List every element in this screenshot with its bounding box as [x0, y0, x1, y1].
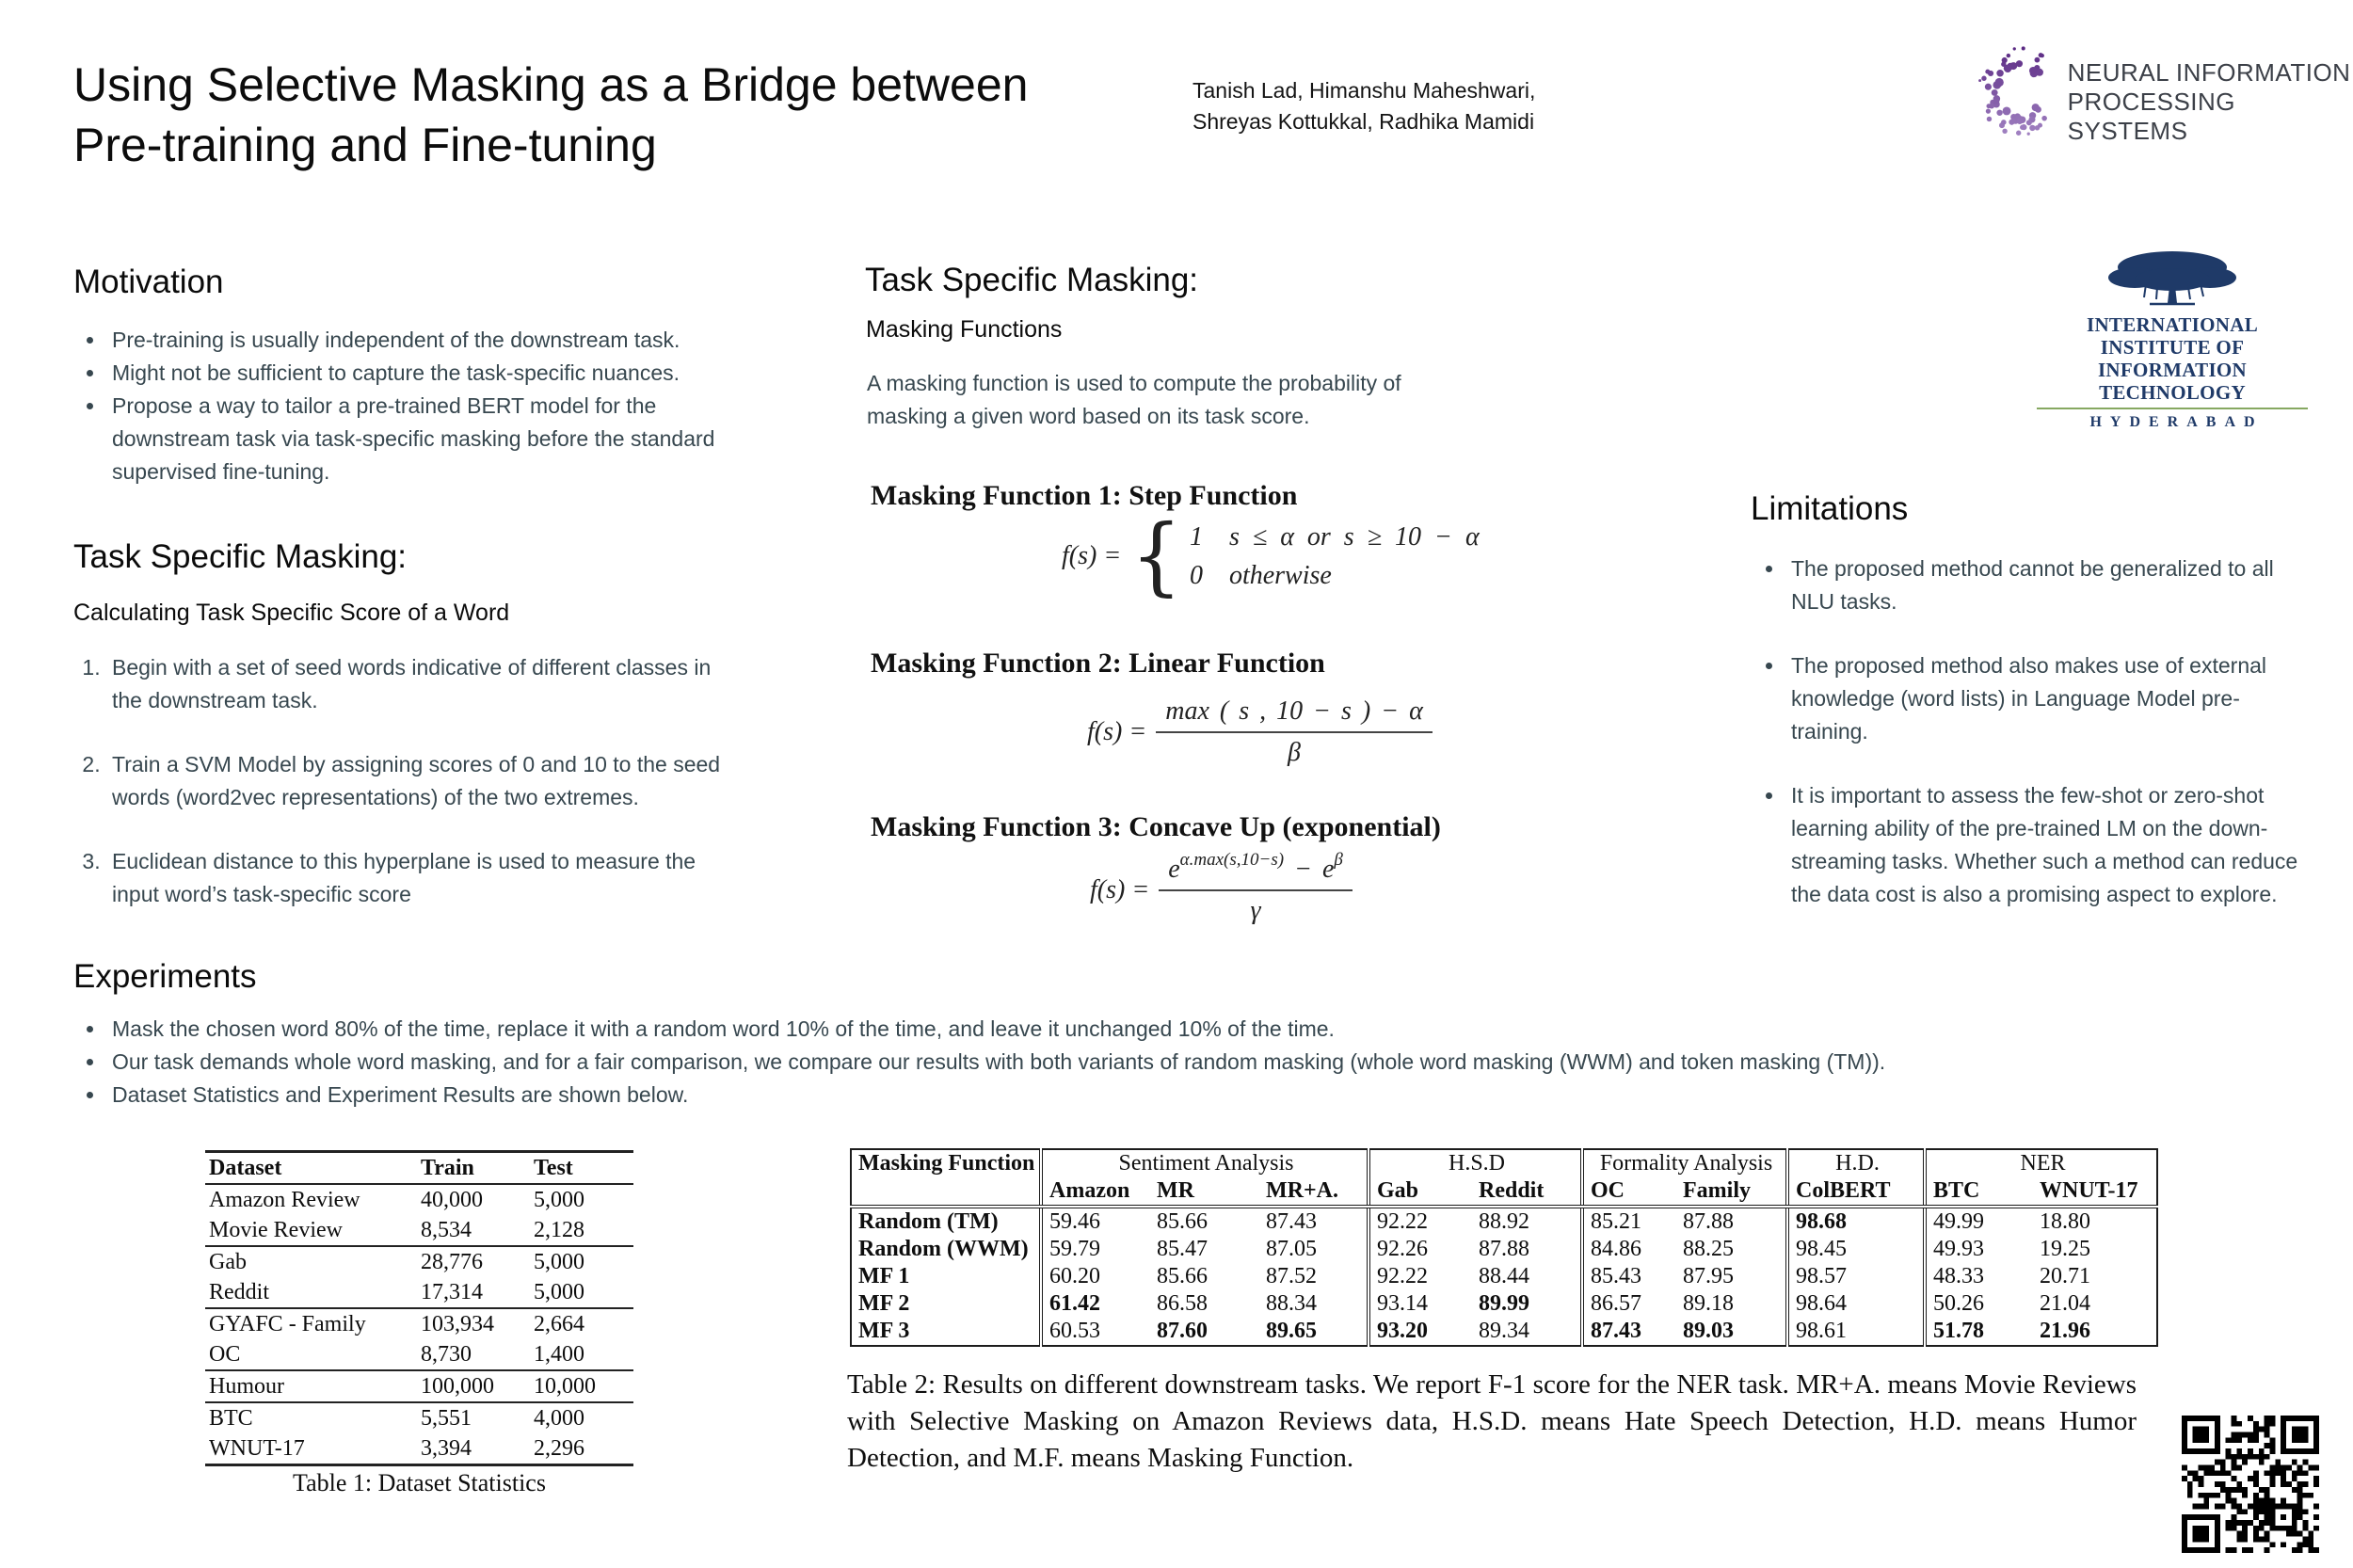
- table1-cell: 28,776: [417, 1246, 530, 1277]
- table2-cell: 18.80: [2040, 1209, 2090, 1234]
- table2-cell: 85.66: [1157, 1264, 1208, 1288]
- table1-cell: Amazon Review: [209, 1187, 360, 1212]
- table2-cell: 59.79: [1041, 1236, 1150, 1263]
- table1-row: [205, 1277, 633, 1308]
- table1-cell: 3,394: [421, 1435, 472, 1461]
- table1-cell: 4,000: [530, 1402, 633, 1433]
- table1-cell: 5,000: [534, 1279, 584, 1304]
- table2-cell: 87.60: [1157, 1319, 1208, 1343]
- table2-cell: 98.45: [1787, 1236, 1925, 1263]
- table2-cell: 60.20: [1041, 1263, 1150, 1290]
- table2-row-label: MF 3: [858, 1319, 910, 1343]
- authors-line2: Shreyas Kottukkal, Radhika Mamidi: [1193, 109, 1535, 134]
- limitation-bullet: • The proposed method cannot be generalized to all NLU tasks.: [1785, 552, 2313, 618]
- table1-header-cell: Train: [417, 1152, 530, 1185]
- table2-cell: 88.25: [1683, 1237, 1734, 1261]
- mf1-formula: [1062, 506, 1480, 606]
- table2-cell: 49.99: [1925, 1207, 2033, 1236]
- table1-row: [205, 1184, 633, 1215]
- table2-cell: 88.44: [1479, 1264, 1529, 1288]
- limitation-bullet: • The proposed method also makes use of external knowledge (word lists) in Language Model pre-training.: [1785, 649, 2313, 748]
- mf3-formula: [1090, 850, 1353, 926]
- neurips-text-line2: PROCESSING SYSTEMS: [2067, 88, 2236, 145]
- table1-row: [205, 1308, 633, 1339]
- experiment-bullet: • Dataset Statistics and Experiment Results are shown below.: [106, 1079, 2224, 1112]
- table2-cell: 87.05: [1266, 1237, 1317, 1261]
- motivation-list: [73, 324, 765, 488]
- table1-cell: Gab: [205, 1246, 417, 1277]
- table2-cell: 85.21: [1582, 1207, 1676, 1236]
- table2-subheader: MR+A.: [1259, 1177, 1369, 1207]
- table2-row: [851, 1290, 2157, 1318]
- iiit-text-line2: INFORMATION TECHNOLOGY: [2097, 359, 2248, 404]
- table2-cell: 92.26: [1369, 1236, 1472, 1263]
- table2-cell: 89.18: [1683, 1291, 1734, 1316]
- table2-cell: 85.66: [1157, 1209, 1208, 1234]
- table2-cell: 88.34: [1266, 1291, 1317, 1316]
- table2-row-label: MF 2: [858, 1291, 910, 1316]
- table2-row: [851, 1207, 2157, 1236]
- tsm-step-item: 3. Euclidean distance to this hyperplane is used to measure the input word’s task-specific score: [106, 845, 746, 911]
- table2-cell: 51.78: [1925, 1318, 2033, 1346]
- table1-cell: 1,400: [534, 1341, 584, 1367]
- table2-cell: 93.14: [1369, 1290, 1472, 1318]
- mf3-sup1: α.max(s,10−s): [1179, 850, 1285, 870]
- table2-subheader: OC: [1582, 1177, 1676, 1207]
- table1-row: [205, 1402, 633, 1433]
- table2-cell: 59.46: [1041, 1207, 1150, 1236]
- table2-cell: 93.20: [1369, 1318, 1472, 1346]
- iiit-text-line3: HYDERABAD: [2089, 414, 2264, 430]
- table2-cell: 92.22: [1369, 1263, 1472, 1290]
- table2-row-label: Random (TM): [858, 1209, 999, 1234]
- table2-group-header: Sentiment Analysis: [1041, 1149, 1369, 1177]
- table1-cell: OC: [209, 1341, 241, 1367]
- table2-group-header: H.S.D: [1369, 1149, 1582, 1177]
- iiit-text-line1: INTERNATIONAL INSTITUTE OF: [2086, 313, 2259, 359]
- table1-cell: 5,551: [417, 1402, 530, 1433]
- table2-cell: 87.88: [1683, 1209, 1734, 1234]
- section-heading-experiments: Experiments: [73, 958, 257, 995]
- table2-cell: 85.47: [1157, 1237, 1208, 1261]
- table2-subheader: Reddit: [1472, 1177, 1582, 1207]
- table1-cell: WNUT-17: [209, 1435, 305, 1461]
- table2-cell: 89.34: [1479, 1319, 1529, 1343]
- table2-caption: Table 2: Results on different downstream tasks. We report F-1 score for the NER task. MR+A. means Movie Reviews with Selective Masking on Amazon Reviews data, H.S.D. means Hate Speech Detection, H.D. means Humor Detection, and M.F. means Masking Function.: [847, 1369, 2137, 1473]
- mf1-cases: [1190, 518, 1480, 595]
- table2-cell: 89.99: [1479, 1291, 1529, 1316]
- table1-cell: 17,314: [421, 1279, 483, 1304]
- authors-line1: Tanish Lad, Himanshu Maheshwari,: [1193, 78, 1536, 103]
- table1-header-row: [205, 1152, 633, 1185]
- section-heading-motivation: Motivation: [73, 264, 224, 300]
- table2-subheader: Gab: [1369, 1177, 1472, 1207]
- table2-cell: 20.71: [2040, 1264, 2090, 1288]
- table2-subheader: ColBERT: [1787, 1177, 1925, 1207]
- table2-cell: 92.22: [1369, 1207, 1472, 1236]
- table2-cell: 87.52: [1266, 1264, 1317, 1288]
- table1-cell: 2,128: [534, 1217, 584, 1242]
- mf2-formula: [1087, 696, 1433, 768]
- table2-cell: 86.58: [1157, 1291, 1208, 1316]
- table1-row: [205, 1339, 633, 1370]
- table1-header-cell: Test: [530, 1152, 633, 1185]
- mf2-denominator: β: [1288, 738, 1301, 767]
- table1-cell: 10,000: [530, 1370, 633, 1402]
- mf2-lhs: f(s) =: [1087, 717, 1147, 746]
- experiment-bullet: • Mask the chosen word 80% of the time, replace it with a random word 10% of the time, and leave it unchanged 10% of the time.: [106, 1013, 2224, 1046]
- table1-cell: 2,664: [530, 1308, 633, 1339]
- table2-cell: 21.96: [2040, 1319, 2090, 1343]
- table2: [850, 1148, 2158, 1347]
- table1-row: [205, 1246, 633, 1277]
- neurips-dots-icon: [1975, 38, 2066, 149]
- table2-cell: 88.92: [1479, 1209, 1529, 1234]
- table1-cell: 5,000: [534, 1187, 584, 1212]
- table2-cell: 87.43: [1266, 1209, 1317, 1234]
- table1-cell: 8,730: [421, 1341, 472, 1367]
- table1-cell: 5,000: [530, 1246, 633, 1277]
- table2-cell: 60.53: [1041, 1318, 1150, 1346]
- limitations-list: [1753, 552, 2313, 942]
- neurips-logo: [1975, 38, 2353, 149]
- table1-cell: Movie Review: [209, 1217, 343, 1242]
- poster-title-line2: Pre-training and Fine-tuning: [73, 119, 657, 171]
- section-heading-limitations: Limitations: [1751, 490, 1909, 527]
- mf3-lhs: f(s) =: [1090, 875, 1150, 904]
- table2-subheader: Family: [1676, 1177, 1787, 1207]
- table2-row: [851, 1263, 2157, 1290]
- table2-cell: 87.43: [1582, 1318, 1676, 1346]
- mf3-fraction: [1159, 850, 1353, 926]
- tsm-steps-list: [73, 651, 746, 942]
- table1-caption: Table 1: Dataset Statistics: [293, 1469, 546, 1496]
- table2-group-header: Formality Analysis: [1582, 1149, 1787, 1177]
- table2-row-label: Random (WWM): [858, 1237, 1029, 1261]
- mf1-heading: Masking Function 1: Step Function: [871, 480, 1298, 511]
- masking-paragraph-line1: A masking function is used to compute the probability of: [867, 371, 1401, 395]
- masking-paragraph: [867, 367, 1488, 433]
- mf1-case2-value: 0: [1189, 561, 1203, 590]
- table2-cell: 21.04: [2040, 1291, 2090, 1316]
- poster-title-line1: Using Selective Masking as a Bridge between: [73, 58, 1029, 111]
- table2-subheader: Amazon: [1041, 1177, 1150, 1207]
- mf1-case2-cond: otherwise: [1228, 561, 1332, 590]
- table2-cell: 48.33: [1925, 1263, 2033, 1290]
- table2-row: [851, 1318, 2157, 1346]
- tsm-mid-subheading: Masking Functions: [866, 316, 1063, 343]
- mf3-heading: Masking Function 3: Concave Up (exponential): [871, 811, 1441, 842]
- mf1-case1-value: 1: [1189, 522, 1203, 552]
- mf3-denominator: γ: [1250, 896, 1261, 925]
- table2-subheader: BTC: [1925, 1177, 2033, 1207]
- table1-row: [205, 1215, 633, 1246]
- table2-subheader: WNUT-17: [2033, 1177, 2157, 1207]
- iiit-tree-icon: [2097, 248, 2248, 309]
- poster-title: [73, 55, 1028, 175]
- table1-cell: 103,934: [417, 1308, 530, 1339]
- table2-cell: 98.61: [1787, 1318, 1925, 1346]
- table2-cell: 61.42: [1041, 1290, 1150, 1318]
- table1-cell: 8,534: [421, 1217, 472, 1242]
- table1-cell: Humour: [205, 1370, 417, 1402]
- table1-cell: 40,000: [421, 1187, 483, 1212]
- table2-subheader: MR: [1150, 1177, 1259, 1207]
- table2-group-header: H.D.: [1787, 1149, 1925, 1177]
- table2-corner-header: Masking Function: [851, 1149, 1041, 1207]
- iiit-logo: [2031, 248, 2313, 431]
- experiments-list: [73, 1013, 2224, 1112]
- tsm-step-item: 1. Begin with a set of seed words indicative of different classes in the downstream task.: [106, 651, 746, 717]
- table2-cell: 87.95: [1683, 1264, 1734, 1288]
- qr-code: [2182, 1416, 2319, 1553]
- table1-cell: Reddit: [209, 1279, 269, 1304]
- mf1-brace: {: [1130, 506, 1182, 606]
- masking-paragraph-line2: masking a given word based on its task score.: [867, 404, 1310, 428]
- mf3-sup2: β: [1334, 850, 1343, 870]
- neurips-logo-text: [2068, 58, 2353, 149]
- experiment-bullet: • Our task demands whole word masking, and for a fair comparison, we compare our results with both variants of random masking (whole word masking (WWM) and token masking (TM)).: [106, 1046, 2224, 1079]
- motivation-bullet: • Might not be sufficient to capture the task-specific nuances.: [106, 357, 765, 390]
- mf1-lhs: f(s) =: [1062, 541, 1122, 570]
- table2-cell: 19.25: [2040, 1237, 2090, 1261]
- table2-group-header: NER: [1925, 1149, 2157, 1177]
- motivation-bullet: • Pre-training is usually independent of the downstream task.: [106, 324, 765, 357]
- table2-cell: 89.03: [1683, 1319, 1734, 1343]
- mf1-case1-cond: s ≤ α or s ≥ 10 − α: [1228, 522, 1480, 552]
- section-heading-tsm-mid: Task Specific Masking:: [865, 262, 1199, 298]
- section-heading-tsm-left: Task Specific Masking:: [73, 538, 408, 575]
- mf3-numerator: $e^{\alpha.max(s,10-s)} - e^\beta$: [1159, 855, 1353, 891]
- mf2-fraction: [1156, 696, 1433, 768]
- table1-row: [205, 1370, 633, 1402]
- table2-row: [851, 1236, 2157, 1263]
- table1-cell: GYAFC - Family: [205, 1308, 417, 1339]
- motivation-bullet: • Propose a way to tailor a pre-trained BERT model for the downstream task via task-specific masking before the standard supervised fine-tuning.: [106, 390, 765, 488]
- table2-cell: 49.93: [1925, 1236, 2033, 1263]
- mf2-numerator: max ( s , 10 − s ) − α: [1156, 696, 1433, 733]
- table1-header-cell: Dataset: [205, 1152, 417, 1185]
- table1-row: [205, 1433, 633, 1465]
- table2-cell: 98.68: [1787, 1207, 1925, 1236]
- table2-cell: 86.57: [1582, 1290, 1676, 1318]
- table1-cell: BTC: [205, 1402, 417, 1433]
- tsm-step-item: 2. Train a SVM Model by assigning scores of 0 and 10 to the seed words (word2vec representations) of the two extremes.: [106, 748, 746, 814]
- table1: [205, 1150, 633, 1466]
- table2-cell: 50.26: [1925, 1290, 2033, 1318]
- authors: [1193, 75, 1535, 137]
- table2-cell: 87.88: [1479, 1237, 1529, 1261]
- table2-cell: 89.65: [1266, 1319, 1317, 1343]
- dataset-statistics-table: [205, 1150, 633, 1497]
- table2-cell: 84.86: [1582, 1236, 1676, 1263]
- table1-cell: 100,000: [417, 1370, 530, 1402]
- limitation-bullet: • It is important to assess the few-shot or zero-shot learning ability of the pre-trained LM on the down-streaming tasks. Whether such a method can reduce the data cost is also a promising aspect to explore.: [1785, 779, 2313, 911]
- table2-cell: 98.64: [1787, 1290, 1925, 1318]
- table2-cell: 85.43: [1582, 1263, 1676, 1290]
- neurips-text-line1: NEURAL INFORMATION: [2067, 58, 2351, 87]
- tsm-left-subheading: Calculating Task Specific Score of a Word: [73, 600, 510, 626]
- table2-row-label: MF 1: [858, 1264, 910, 1288]
- iiit-divider: [2037, 408, 2308, 409]
- mf2-heading: Masking Function 2: Linear Function: [871, 648, 1325, 679]
- table2-cell: 98.57: [1787, 1263, 1925, 1290]
- table1-cell: 2,296: [534, 1435, 584, 1461]
